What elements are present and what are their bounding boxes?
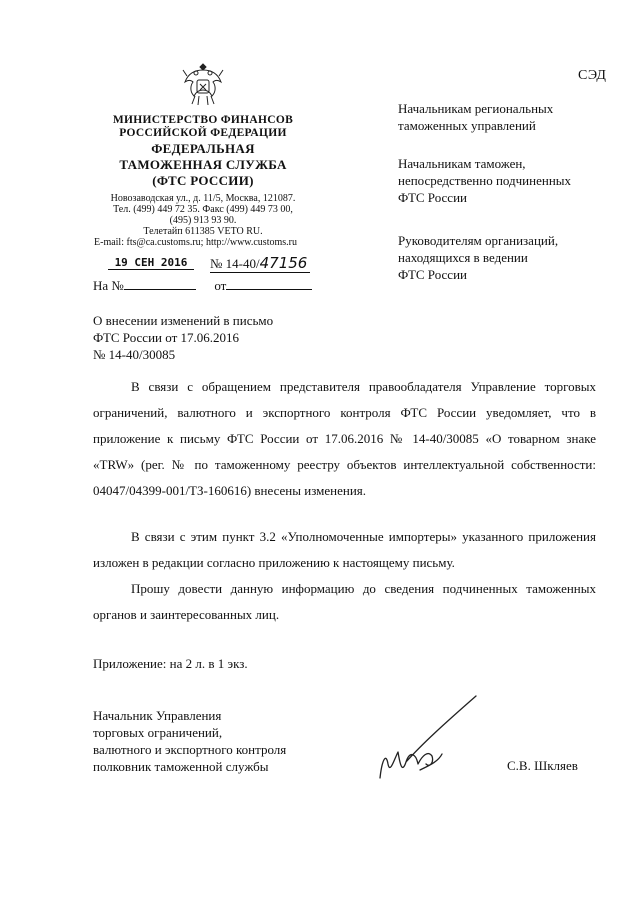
ministry-line-1: МИНИСТЕРСТВО ФИНАНСОВ — [112, 114, 294, 126]
registration-date: 19 СЕН 2016 — [108, 256, 194, 270]
reference-label: На № — [93, 278, 124, 293]
service-line-3: (ФТС РОССИИ) — [152, 173, 254, 188]
addressee-3 — [398, 232, 618, 283]
signatory-title-line-4: полковник таможенной службы — [93, 759, 269, 774]
addressee-1 — [398, 100, 618, 134]
letter-subject — [93, 312, 273, 363]
addressee-2-line-3: ФТС России — [398, 190, 467, 205]
letterhead-address — [96, 193, 310, 237]
body-paragraph-2: В связи с этим пункт 3.2 «Уполномоченные импортеры» указанного приложения изложен в редакции согласно приложению к настоящему письму. — [93, 529, 596, 570]
service-line-2: ТАМОЖЕННАЯ СЛУЖБА — [119, 157, 287, 172]
body-paragraph-1: В связи с обращением представителя правообладателя Управление торговых ограничений, валютного и экспортного контроля ФТС России уведомляет, что в приложение к письму ФТС России от 17.06.2016 № 14-40/30085 «О товарном знаке «TRW» (рег. № по таможенному реестру объектов интеллектуальной собственности: 04047/04399-001/ТЗ-160616) внесены изменения. — [93, 379, 596, 498]
addressee-2-line-1: Начальникам таможен, — [398, 156, 526, 171]
letterhead-ministry — [96, 114, 310, 140]
body-paragraph-3: Прошу довести данную информацию до сведения подчиненных таможенных органов и заинтересованных лиц. — [93, 581, 596, 622]
signatory-title-line-1: Начальник Управления — [93, 708, 222, 723]
signatory-name: С.В. Шкляев — [507, 758, 578, 773]
reference-from-label: от — [214, 278, 227, 293]
addressee-3-line-3: ФТС России — [398, 267, 467, 282]
handwritten-signature — [372, 690, 482, 790]
subject-line-1: О внесении изменений в письмо — [93, 313, 274, 328]
subject-line-3: № 14-40/30085 — [93, 347, 176, 362]
address-line-3: (495) 913 93 90. — [169, 215, 237, 226]
letterhead-service — [96, 141, 310, 189]
address-line-2: Тел. (499) 449 72 35. Факс (499) 449 73 00, — [113, 204, 293, 215]
addressee-3-line-1: Руководителям организаций, — [398, 233, 559, 248]
registration-date-field — [108, 254, 194, 270]
address-line-1: Новозаводская ул., д. 11/5, Москва, 121087. — [110, 193, 296, 204]
service-line-1: ФЕДЕРАЛЬНАЯ — [151, 141, 255, 156]
registration-number-field — [210, 254, 310, 273]
subject-line-2: ФТС России от 17.06.2016 — [93, 330, 240, 345]
signatory-title-line-2: торговых ограничений, — [93, 725, 223, 740]
addressee-1-line-1: Начальникам региональных — [398, 101, 554, 116]
registration-number-prefix: № 14-40/ — [210, 256, 260, 271]
address-line-4: Телетайп 611385 VETO RU. — [143, 226, 263, 237]
addressee-2-line-2: непосредственно подчиненных — [398, 173, 572, 188]
ministry-line-2: РОССИЙСКОЙ ФЕДЕРАЦИИ — [119, 127, 287, 139]
addressee-2 — [398, 155, 618, 206]
letterhead-email: E-mail: fts@ca.customs.ru; http://www.customs.ru — [94, 237, 297, 248]
system-mark: СЭД — [578, 68, 607, 83]
addressee-1-line-2: таможенных управлений — [398, 118, 536, 133]
signatory-title-line-3: валютного и экспортного контроля — [93, 742, 287, 757]
attachment-note: Приложение: на 2 л. в 1 экз. — [93, 656, 248, 671]
registration-number-handwritten: 47156 — [259, 254, 308, 272]
signatory-title — [93, 707, 286, 775]
reference-field — [93, 278, 312, 294]
addressee-3-line-2: находящихся в ведении — [398, 250, 528, 265]
coat-of-arms-icon — [180, 60, 226, 110]
